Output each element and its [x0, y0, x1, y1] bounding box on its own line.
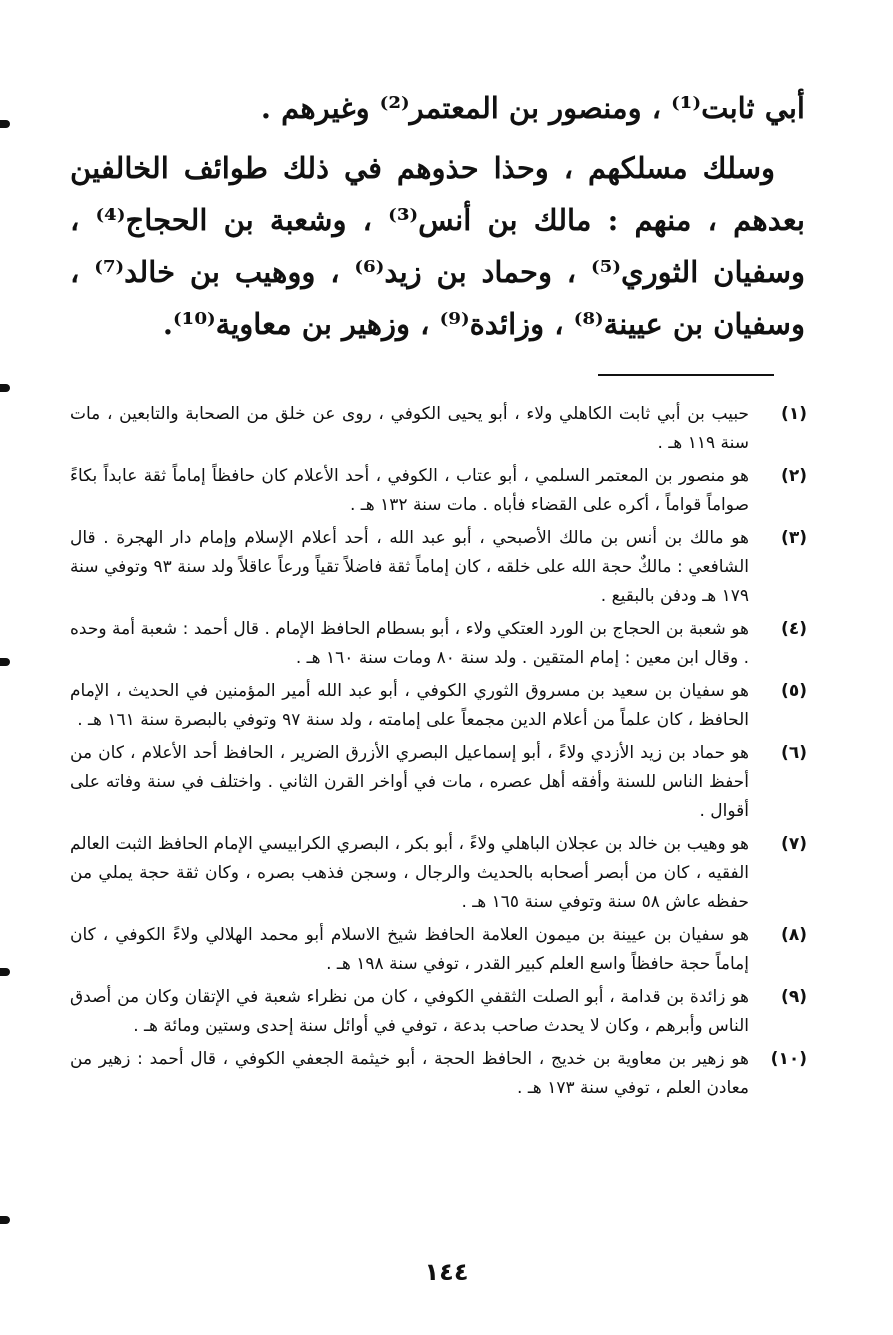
footnote-number: (٤) [781, 619, 807, 639]
footnote-text: هو سفيان بن عيينة بن ميمون العلامة الحافظ شيخ الاسلام أبو محمد الهلالي ولاءً الكوفي ، كان إماماً حجة حافظاً واسع العلم كبير القدر ، توفي سنة ١٩٨ هـ . [70, 925, 749, 974]
main-text [70, 82, 805, 350]
footnote-text: هو حماد بن زيد الأزدي ولاءً ، أبو إسماعيل البصري الأزرق الضرير ، الحافظ أحد الأعلام ، كان من أحفظ الناس للسنة وأفقه أهل عصره ، مات في أواخر القرن الثاني . واختلف في سنة وفاته على أقوال . [70, 743, 749, 821]
footnote-number: (٨) [781, 925, 807, 945]
footnote-number: (١) [781, 404, 807, 424]
footnote-number: (٢) [781, 466, 807, 486]
footnote-item [70, 739, 807, 826]
footnote-item [70, 830, 807, 917]
footnote-separator [598, 374, 774, 376]
footnote-number: (١٠) [770, 1049, 807, 1069]
footnote-item [70, 921, 807, 979]
margin-mark [0, 120, 10, 128]
main-paragraph-2: وسلك مسلكهم ، وحذا حذوهم في ذلك طوائف الخالفين بعدهم ، منهم : مالك بن أنس⁽³⁾ ، وشعبة بن الحجاج⁽⁴⁾ ، وسفيان الثوري⁽⁵⁾ ، وحماد بن زيد⁽⁶⁾ ، ووهيب بن خالد⁽⁷⁾ ، وسفيان بن عيينة⁽⁸⁾ ، وزائدة⁽⁹⁾ ، وزهير بن معاوية⁽¹⁰⁾. [70, 151, 806, 341]
footnote-text: هو زهير بن معاوية بن خديج ، الحافظ الحجة ، أبو خيثمة الجعفي الكوفي ، قال أحمد : زهير من معادن العلم ، توفي سنة ١٧٣ هـ . [70, 1049, 749, 1098]
footnote-item [70, 400, 807, 458]
footnote-item [70, 615, 807, 673]
footnote-number: (٥) [781, 681, 807, 701]
footnotes-list [70, 400, 807, 1107]
footnote-text: هو وهيب بن خالد بن عجلان الباهلي ولاءً ، أبو بكر ، البصري الكرابيسي الإمام الحافظ الثبت العالم الفقيه ، كان من أبصر أصحابه بالحديث والرجال ، وسجن فذهب بصره ، وكان ثقة حجة يملي من حفظه عاش ٥٨ سنة وتوفي سنة ١٦٥ هـ . [70, 834, 749, 912]
margin-mark [0, 658, 10, 666]
footnote-number: (٧) [781, 834, 807, 854]
footnote-item [70, 1045, 807, 1103]
main-paragraph-1: أبي ثابت⁽¹⁾ ، ومنصور بن المعتمر⁽²⁾ وغيرهم . [260, 91, 805, 125]
footnote-item [70, 524, 807, 611]
footnote-text: هو سفيان بن سعيد بن مسروق الثوري الكوفي ، أبو عبد الله أمير المؤمنين في الحديث ، الإمام الحافظ ، كان علماً من أعلام الدين مجمعاً على إمامته ، ولد سنة ٩٧ وتوفي بالبصرة سنة ١٦١ هـ . [70, 681, 749, 730]
footnote-number: (٦) [781, 743, 807, 763]
footnote-text: حبيب بن أبي ثابت الكاهلي ولاء ، أبو يحيى الكوفي ، روى عن خلق من الصحابة والتابعين ، مات سنة ١١٩ هـ . [70, 404, 749, 453]
footnote-text: هو مالك بن أنس بن مالك الأصبحي ، أبو عبد الله ، أحد أعلام الإسلام وإمام دار الهجرة . قال الشافعي : مالكٌ حجة الله على خلقه ، كان إماماً ثقة فاضلاً تقياً ورعاً عاقلاً ولد سنة ٩٣ وتوفي سنة ١٧٩ هـ ودفن بالبقيع . [70, 528, 749, 606]
margin-mark [0, 1216, 10, 1224]
footnote-text: هو شعبة بن الحجاج بن الورد العتكي ولاء ، أبو بسطام الحافظ الإمام . قال أحمد : شعبة أمة وحده . وقال ابن معين : إمام المتقين . ولد سنة ٨٠ ومات سنة ١٦٠ هـ . [70, 619, 749, 668]
page-number: ١٤٤ [424, 1258, 469, 1286]
margin-mark [0, 384, 10, 392]
footnote-item [70, 983, 807, 1041]
footnote-text: هو منصور بن المعتمر السلمي ، أبو عتاب ، الكوفي ، أحد الأعلام كان حافظاً إماماً ثقة عابداً بكاءً صواماً قواماً ، أكره على القضاء فأباه . مات سنة ١٣٢ هـ . [70, 466, 749, 515]
margin-mark [0, 968, 10, 976]
footnote-number: (٩) [781, 987, 807, 1007]
footnote-text: هو زائدة بن قدامة ، أبو الصلت الثقفي الكوفي ، كان من نظراء شعبة في الإتقان وكان من أصدق الناس وأبرهم ، وكان لا يحدث صاحب بدعة ، توفي في أوائل سنة إحدى وستين ومائة هـ . [70, 987, 749, 1036]
footnote-item [70, 462, 807, 520]
footnote-number: (٣) [781, 528, 807, 548]
footnote-item [70, 677, 807, 735]
